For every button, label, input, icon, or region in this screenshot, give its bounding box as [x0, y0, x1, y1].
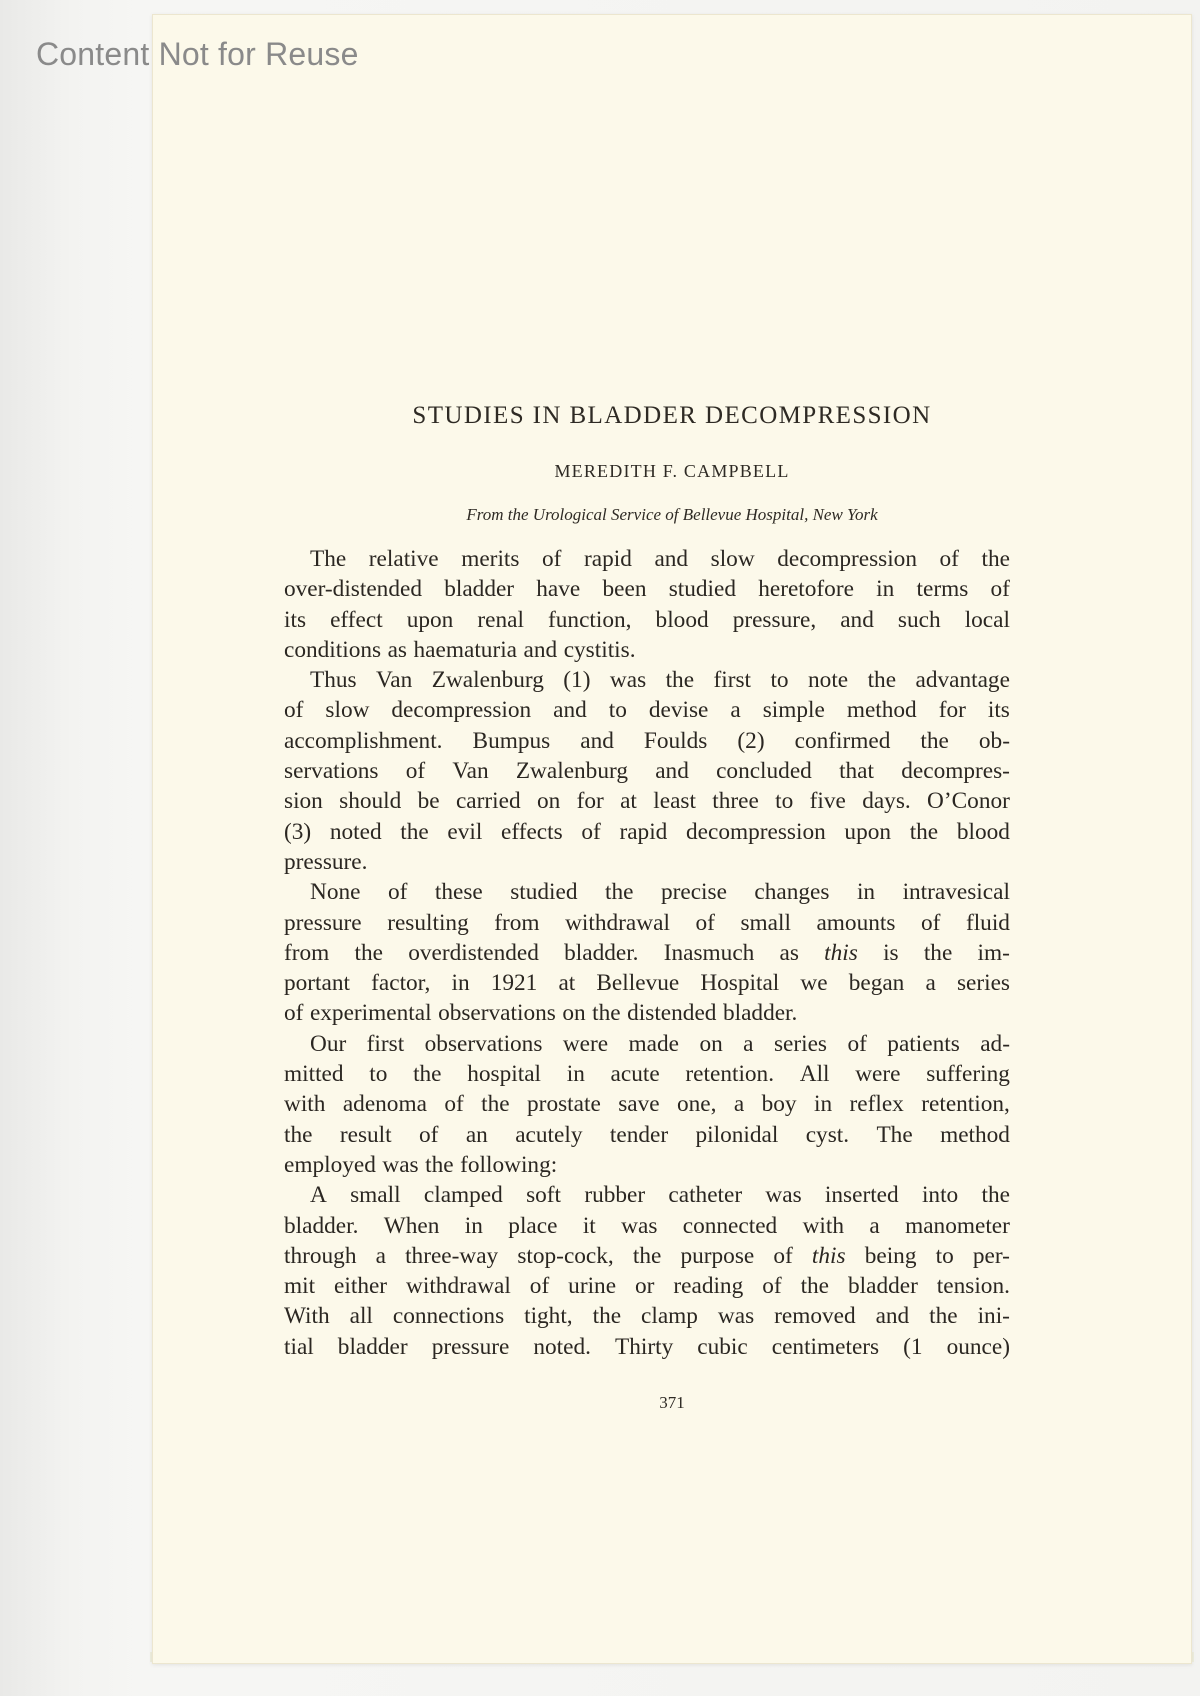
body-line: employed was the following:	[284, 1151, 558, 1178]
body-line: (3) noted the evil effects of rapid decompression upon the blood	[284, 818, 1010, 845]
body-line: of experimental observations on the distended bladder.	[284, 1000, 798, 1027]
body-line: Our first observations were made on a series of patients ad-	[310, 1030, 1010, 1057]
body-line: its effect upon renal function, blood pressure, and such local	[284, 606, 1010, 633]
body-line: through a three-way stop-cock, the purpose of this being to per-	[284, 1242, 1010, 1269]
body-line: mitted to the hospital in acute retention. All were suffering	[284, 1061, 1010, 1088]
body-line: A small clamped soft rubber catheter was inserted into the	[310, 1182, 1010, 1209]
body-line: With all connections tight, the clamp was removed and the ini-	[284, 1303, 1010, 1330]
watermark: Content Not for Reuse	[36, 36, 359, 72]
journal-page	[152, 14, 1192, 1664]
body-line: accomplishment. Bumpus and Foulds (2) confirmed the ob-	[284, 727, 1010, 754]
body-line: portant factor, in 1921 at Bellevue Hospital we began a series	[284, 970, 1010, 997]
article-title: STUDIES IN BLADDER DECOMPRESSION	[412, 402, 932, 429]
article-author: MEREDITH F. CAMPBELL	[554, 461, 790, 481]
body-line: of slow decompression and to devise a simple method for its	[284, 697, 1010, 724]
body-line: with adenoma of the prostate save one, a boy in reflex retention,	[284, 1091, 1010, 1118]
article-affiliation: From the Urological Service of Bellevue Hospital, New York	[466, 505, 878, 524]
body-line: bladder. When in place it was connected with a manometer	[284, 1212, 1010, 1239]
body-line: from the overdistended bladder. Inasmuch as this is the im-	[284, 939, 1010, 966]
article-body	[284, 544, 1010, 1362]
body-line: Thus Van Zwalenburg (1) was the first to note the advantage	[310, 667, 1010, 694]
body-line: tial bladder pressure noted. Thirty cubic centimeters (1 ounce)	[284, 1333, 1010, 1360]
body-line: servations of Van Zwalenburg and concluded that decompres-	[284, 758, 1010, 785]
body-line: None of these studied the precise changes in intravesical	[310, 879, 1010, 906]
body-line: mit either withdrawal of urine or reading of the bladder tension.	[284, 1273, 1010, 1300]
page-number: 371	[659, 1393, 685, 1412]
body-line: pressure.	[284, 848, 368, 875]
body-line: the result of an acutely tender pilonidal cyst. The method	[284, 1121, 1010, 1148]
body-line: The relative merits of rapid and slow decompression of the	[310, 546, 1010, 572]
body-line: over-distended bladder have been studied heretofore in terms of	[284, 576, 1010, 603]
body-line: sion should be carried on for at least three to five days. O’Conor	[284, 788, 1010, 815]
body-line: conditions as haematuria and cystitis.	[284, 636, 636, 663]
body-line: pressure resulting from withdrawal of small amounts of fluid	[284, 909, 1010, 936]
